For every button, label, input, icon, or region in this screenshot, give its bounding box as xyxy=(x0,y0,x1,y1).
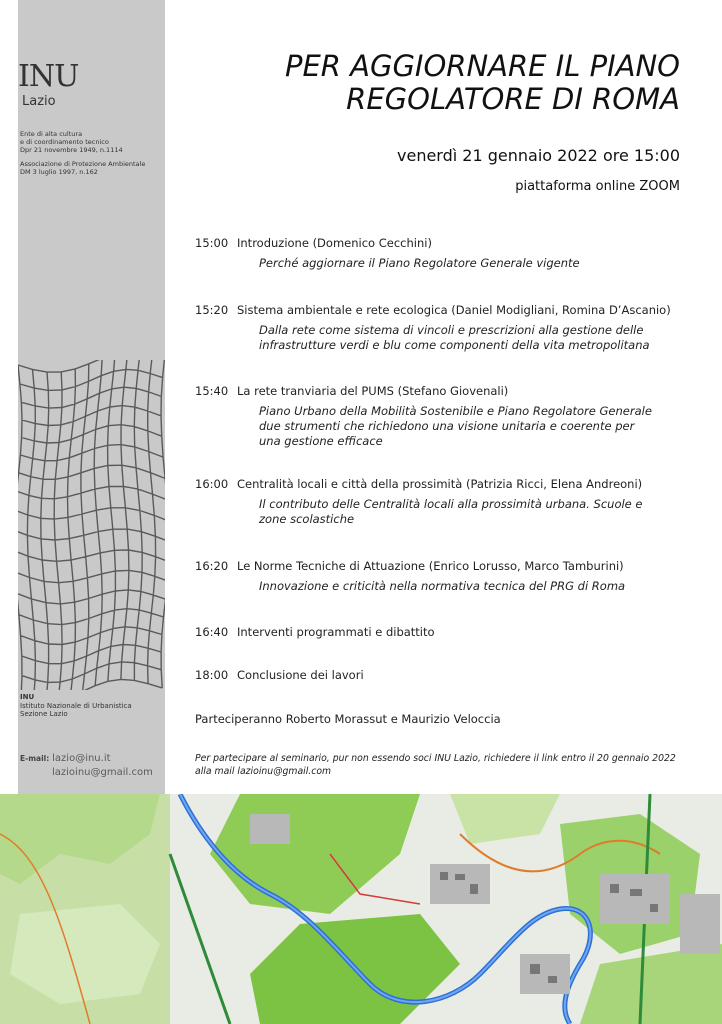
program-time: 16:40 xyxy=(195,625,229,639)
program-description: Piano Urbano della Mobilità Sostenibile e Piano Regolatore Generale due strumenti che richiedono una visione unitaria e coerente per una gestione efficace xyxy=(259,404,652,448)
program-time: 16:00 xyxy=(195,477,229,491)
participants-line: Parteciperanno Roberto Morassut e Maurizio Veloccia xyxy=(195,712,501,726)
inu-footer-block: INU Istituto Nazionale di Urbanistica Sezione Lazio xyxy=(20,693,132,718)
program-description: Innovazione e criticità nella normativa tecnica del PRG di Roma xyxy=(259,579,626,593)
association-description: Associazione di Protezione Ambientale DM 3 luglio 1997, n.162 xyxy=(20,160,146,176)
rome-plan-map-image xyxy=(0,794,722,1024)
program-description: Il contributo delle Centralità locali alla prossimità urbana. Scuole e zone scolastiche xyxy=(259,497,643,526)
program-time: 18:00 xyxy=(195,668,229,682)
wave-grid-lines xyxy=(18,360,165,690)
program-description: Dalla rete come sistema di vincoli e prescrizioni alla gestione delle infrastrutture verdi e blu come componenti della vita metropolitana xyxy=(259,323,650,352)
email-label: E-mail: xyxy=(20,754,50,763)
event-date: venerdì 21 gennaio 2022 ore 15:00 xyxy=(397,146,680,165)
program-title: Le Norme Tecniche di Attuazione (Enrico Lorusso, Marco Tamburini) xyxy=(237,559,624,573)
program-time: 16:20 xyxy=(195,559,229,573)
program-time: 15:00 xyxy=(195,236,229,250)
email-link-1[interactable]: lazio@inu.it xyxy=(52,753,111,764)
program-title: Centralità locali e città della prossimità (Patrizia Ricci, Elena Andreoni) xyxy=(237,477,643,491)
registration-note: Per partecipare al seminario, pur non essendo soci INU Lazio, richiedere il link entro il 20 gennaio 2022 alla mail lazioinu@gmail.com xyxy=(195,753,676,777)
program-title: Interventi programmati e dibattito xyxy=(237,625,435,639)
page-title: PER AGGIORNARE IL PIANO REGOLATORE DI ROMA xyxy=(284,49,680,116)
program-title: Conclusione dei lavori xyxy=(237,668,364,682)
program-time: 15:20 xyxy=(195,303,229,317)
program-description: Perché aggiornare il Piano Regolatore Generale vigente xyxy=(259,256,580,270)
inu-logo: INU xyxy=(18,59,79,94)
program-title: Sistema ambientale e rete ecologica (Daniel Modigliani, Romina D’Ascanio) xyxy=(237,303,671,317)
program-title: La rete tranviaria del PUMS (Stefano Giovenali) xyxy=(237,384,509,398)
email-link-2[interactable]: lazioinu@gmail.com xyxy=(52,767,153,778)
inu-logo-region: Lazio xyxy=(22,94,56,109)
program-time: 15:40 xyxy=(195,384,229,398)
institution-description: Ente di alta cultura e di coordinamento tecnico Dpr 21 novembre 1949, n.1114 xyxy=(20,130,123,154)
contact-emails xyxy=(20,752,153,780)
program-title: Introduzione (Domenico Cecchini) xyxy=(237,236,432,250)
wave-grid-illustration xyxy=(18,360,165,690)
event-platform: piattaforma online ZOOM xyxy=(515,179,680,194)
